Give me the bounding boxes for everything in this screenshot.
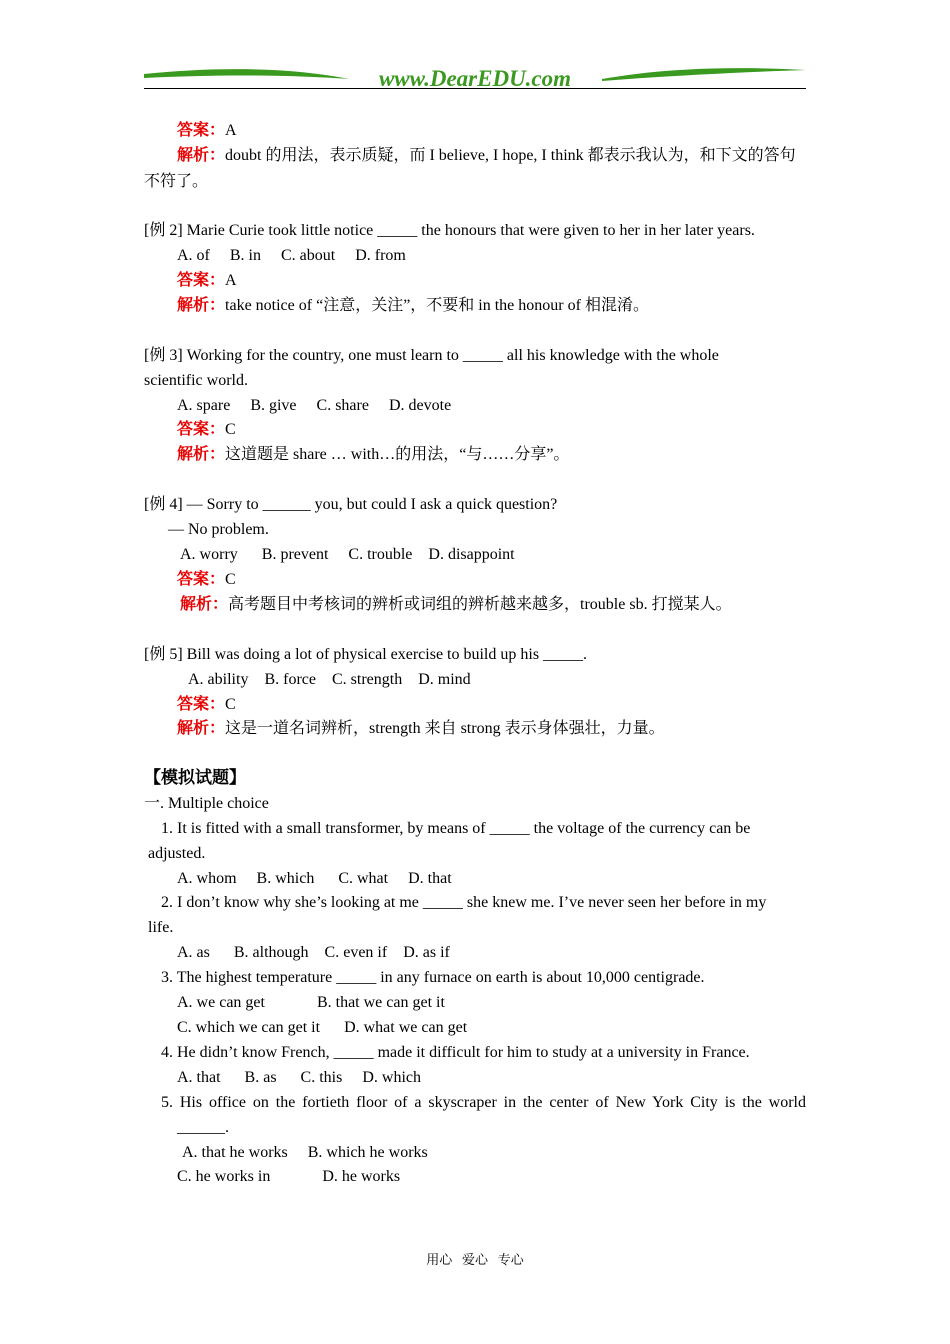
analysis-label: 解析： [177,297,226,314]
q5-options-a: A. that he works B. which he works [182,1144,428,1161]
q1-text-cont: adjusted. [148,845,206,862]
ex4-analysis-line [180,595,732,615]
answer-label: 答案： [177,272,226,289]
ex1-analysis-cont: 不符了。 [144,173,209,190]
ex5-analysis-line [177,719,665,739]
header-rule [144,88,806,89]
q2-options: A. as B. although C. even if D. as if [177,944,450,961]
ex4-response: — No problem. [168,521,269,538]
left-swoosh [144,69,349,79]
ex1-answer-line [177,121,237,141]
q3-options-a: A. we can get B. that we can get it [177,994,445,1011]
ex3-analysis-line [177,445,569,465]
q3-text: 3. The highest temperature _____ in any furnace on earth is about 10,000 centigrade. [161,969,705,986]
q1-options: A. whom B. which C. what D. that [177,870,452,887]
analysis-label: 解析： [180,596,229,613]
q2-text: 2. I don’t know why she’s looking at me _____ she knew me. I’ve never seen her before in my [161,894,767,911]
q5-text-cont: ______. [177,1119,229,1136]
ex5-options: A. ability B. force C. strength D. mind [188,671,471,688]
ex5-answer: C [225,696,236,713]
analysis-label: 解析： [177,720,226,737]
ex2-analysis-line [177,296,649,316]
ex1-answer: A [225,122,237,139]
ex4-answer: C [225,571,236,588]
mock-part: 一. Multiple choice [144,795,269,812]
ex5-question: [例 5] Bill was doing a lot of physical exercise to build up his _____. [144,646,588,663]
q2-text-cont: life. [148,919,174,936]
ex4-options: A. worry B. prevent C. trouble D. disappoint [180,546,515,563]
ex3-question: [例 3] Working for the country, one must learn to _____ all his knowledge with the whole [144,347,719,364]
ex1-analysis: doubt 的用法，表示质疑，而 I believe, I hope, I think 都表示我认为，和下文的答句 [225,147,796,164]
analysis-label: 解析： [177,446,226,463]
answer-label: 答案： [177,421,226,438]
ex3-analysis: 这道题是 share … with…的用法，“与……分享”。 [225,446,570,463]
q5-text: 5. His office on the fortieth floor of a skyscraper in the center of New York City is the world [161,1094,806,1111]
ex3-options: A. spare B. give C. share D. devote [177,397,452,414]
q1-text: 1. It is fitted with a small transformer, by means of _____ the voltage of the currency can be [161,820,751,837]
answer-label: 答案： [177,571,226,588]
answer-label: 答案： [177,696,226,713]
ex5-analysis: 这是一道名词辨析，strength 来自 strong 表示身体强壮，力量。 [225,720,665,737]
answer-label: 答案： [177,122,226,139]
ex1-analysis-line [177,146,796,166]
q3-options-b: C. which we can get it D. what we can get [177,1019,468,1036]
ex3-answer-line [177,420,236,440]
footer-text: 用心 爱心 专心 [426,1252,524,1267]
site-name: www.DearEDU.com [378,66,572,91]
right-swoosh [602,68,806,81]
ex2-options: A. of B. in C. about D. from [177,247,406,264]
ex2-answer: A [225,272,237,289]
ex2-analysis: take notice of “注意，关注”，不要和 in the honour of 相混淆。 [225,297,649,314]
ex3-question-cont: scientific world. [144,372,248,389]
ex2-answer-line [177,271,237,291]
analysis-label: 解析： [177,147,226,164]
ex4-analysis: 高考题目中考核词的辨析或词组的辨析越来越多，trouble sb. 打搅某人。 [228,596,732,613]
ex3-answer: C [225,421,236,438]
ex5-answer-line [177,695,236,715]
ex4-answer-line [177,570,236,590]
ex2-question: [例 2] Marie Curie took little notice _____ the honours that were given to her in her later years. [144,222,755,239]
q4-text: 4. He didn’t know French, _____ made it difficult for him to study at a university in France. [161,1044,750,1061]
ex4-question: [例 4] — Sorry to ______ you, but could I ask a quick question? [144,496,558,513]
mock-title: 【模拟试题】 [144,768,246,787]
q5-options-b: C. he works in D. he works [177,1168,401,1185]
q4-options: A. that B. as C. this D. which [177,1069,421,1086]
